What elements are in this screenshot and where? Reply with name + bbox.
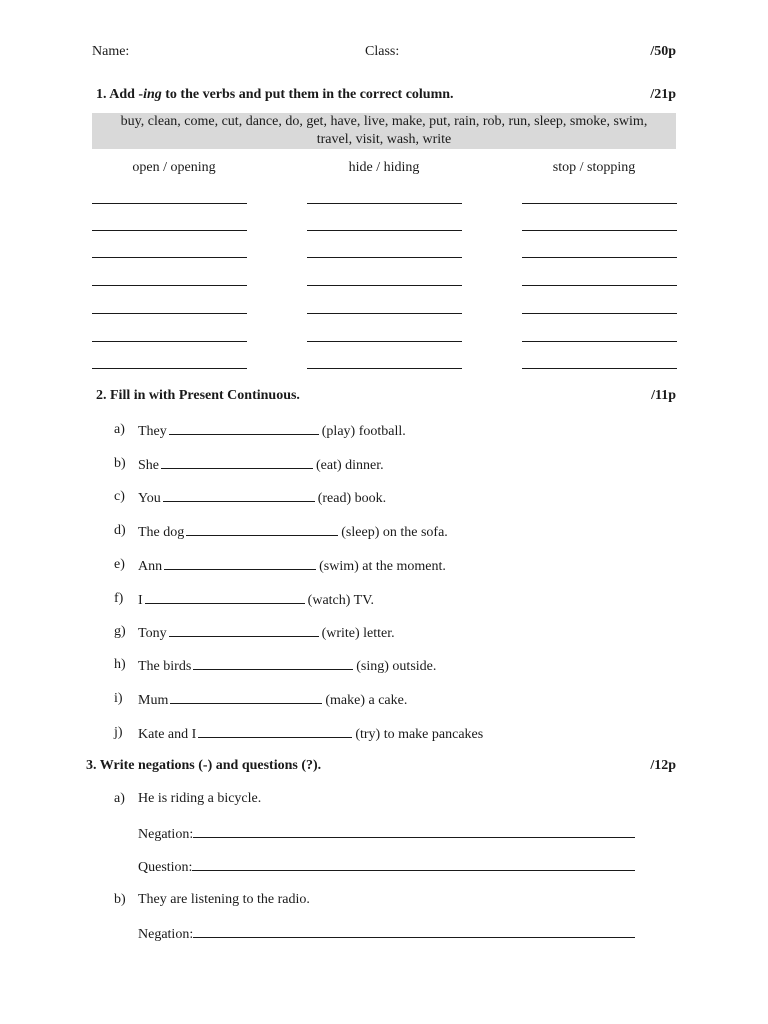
section3-sentence: They are listening to the radio. <box>138 892 310 907</box>
negation-label: Negation: <box>138 827 194 842</box>
column-answer-line[interactable] <box>522 368 677 369</box>
fill-item <box>138 422 406 440</box>
fill-item-subject: The birds <box>138 659 192 674</box>
total-points: /50p <box>650 44 676 59</box>
fill-item-letter: d) <box>114 523 126 538</box>
column-answer-line[interactable] <box>307 368 462 369</box>
fill-item <box>138 691 407 709</box>
fill-item-letter: c) <box>114 489 125 504</box>
fill-answer-blank[interactable] <box>170 691 322 704</box>
column-answer-line[interactable] <box>92 257 247 258</box>
fill-item <box>138 489 386 507</box>
verb-list-line1: buy, clean, come, cut, dance, do, get, have, live, make, put, rain, rob, run, sleep, smoke, swim, <box>120 114 648 129</box>
fill-item <box>138 456 384 474</box>
question-row[interactable] <box>138 858 635 876</box>
section3-item-letter: a) <box>114 791 125 806</box>
fill-item-subject: Mum <box>138 693 169 708</box>
fill-item-letter: h) <box>114 657 126 672</box>
fill-item-verb: (read) book. <box>317 491 387 506</box>
fill-item-letter: a) <box>114 422 125 437</box>
verb-list-box <box>92 113 676 149</box>
fill-item-verb: (sleep) on the sofa. <box>341 525 448 540</box>
column-header-hide: hide / hiding <box>348 160 420 175</box>
fill-item-verb: (watch) TV. <box>307 593 375 608</box>
fill-item-subject: She <box>138 458 159 473</box>
column-answer-line[interactable] <box>522 203 677 204</box>
section2-points: /11p <box>651 388 676 403</box>
column-answer-line[interactable] <box>92 313 247 314</box>
name-label: Name: <box>92 44 130 59</box>
question-answer-line[interactable] <box>192 858 635 871</box>
column-answer-line[interactable] <box>522 230 677 231</box>
fill-answer-blank[interactable] <box>169 624 319 637</box>
fill-item-verb: (play) football. <box>321 424 406 439</box>
fill-item-verb: (eat) dinner. <box>316 458 384 473</box>
fill-item-subject: Ann <box>138 559 163 574</box>
section3-item-letter: b) <box>114 892 126 907</box>
fill-item-subject: They <box>138 424 167 439</box>
section2-title: 2. Fill in with Present Continuous. <box>96 388 300 403</box>
column-answer-line[interactable] <box>307 230 462 231</box>
fill-item-letter: j) <box>114 725 123 740</box>
fill-item-verb: (sing) outside. <box>356 659 437 674</box>
column-answer-line[interactable] <box>92 368 247 369</box>
class-label: Class: <box>365 44 400 59</box>
fill-item <box>138 725 483 743</box>
column-header-open: open / opening <box>132 160 216 175</box>
fill-answer-blank[interactable] <box>163 489 315 502</box>
negation-row[interactable] <box>138 925 635 943</box>
column-answer-line[interactable] <box>92 230 247 231</box>
verb-list-line2: travel, visit, wash, write <box>316 132 452 147</box>
negation-row[interactable] <box>138 825 635 843</box>
fill-item-letter: b) <box>114 456 126 471</box>
negation-answer-line[interactable] <box>193 925 635 938</box>
column-answer-line[interactable] <box>92 341 247 342</box>
column-header-stop: stop / stopping <box>552 160 636 175</box>
fill-item <box>138 657 436 675</box>
fill-item-verb: (write) letter. <box>321 626 395 641</box>
column-answer-line[interactable] <box>92 285 247 286</box>
fill-item <box>138 591 374 609</box>
column-answer-line[interactable] <box>92 203 247 204</box>
fill-item-subject: The dog <box>138 525 185 540</box>
section1-points: /21p <box>650 87 676 102</box>
fill-item <box>138 557 446 575</box>
fill-item-verb: (try) to make pancakes <box>355 727 484 742</box>
column-answer-line[interactable] <box>307 313 462 314</box>
fill-item-verb: (make) a cake. <box>325 693 408 708</box>
fill-answer-blank[interactable] <box>161 456 313 469</box>
column-answer-line[interactable] <box>307 257 462 258</box>
column-answer-line[interactable] <box>522 285 677 286</box>
fill-answer-blank[interactable] <box>169 422 319 435</box>
fill-item-letter: f) <box>114 591 124 606</box>
section3-points: /12p <box>650 758 676 773</box>
fill-item <box>138 624 395 642</box>
fill-item-subject: Tony <box>138 626 167 641</box>
negation-answer-line[interactable] <box>193 825 635 838</box>
section3-sentence: He is riding a bicycle. <box>138 791 262 806</box>
fill-answer-blank[interactable] <box>164 557 316 570</box>
fill-answer-blank[interactable] <box>145 591 305 604</box>
fill-item-subject: I <box>138 593 143 608</box>
section3-title: 3. Write negations (-) and questions (?). <box>86 758 322 773</box>
column-answer-line[interactable] <box>522 257 677 258</box>
section1-title: 1. Add -ing to the verbs and put them in the correct column. <box>96 87 454 102</box>
fill-item-subject: Kate and I <box>138 727 197 742</box>
negation-label: Negation: <box>138 927 194 942</box>
column-answer-line[interactable] <box>522 341 677 342</box>
fill-item <box>138 523 448 541</box>
column-answer-line[interactable] <box>307 341 462 342</box>
fill-answer-blank[interactable] <box>186 523 338 536</box>
question-label: Question: <box>138 860 193 875</box>
fill-item-verb: (swim) at the moment. <box>319 559 446 574</box>
fill-item-letter: g) <box>114 624 126 639</box>
column-answer-line[interactable] <box>307 203 462 204</box>
column-answer-line[interactable] <box>522 313 677 314</box>
fill-answer-blank[interactable] <box>198 725 352 738</box>
fill-item-letter: e) <box>114 557 125 572</box>
fill-item-letter: i) <box>114 691 123 706</box>
fill-item-subject: You <box>138 491 161 506</box>
fill-answer-blank[interactable] <box>193 657 353 670</box>
column-answer-line[interactable] <box>307 285 462 286</box>
